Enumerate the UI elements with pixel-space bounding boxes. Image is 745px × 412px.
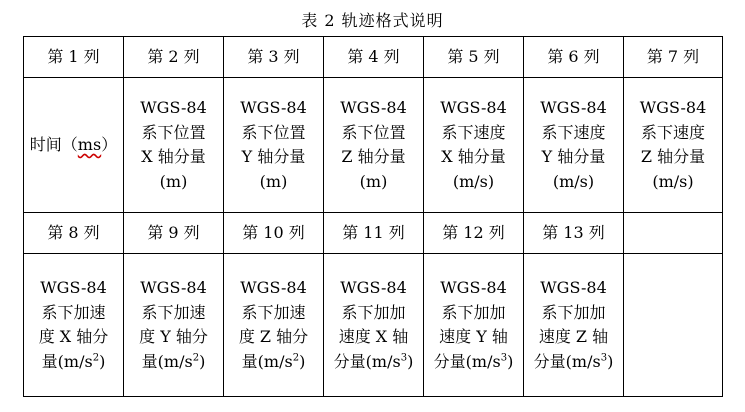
column-header-cell: 第 4 列: [324, 37, 424, 78]
description-line: WGS-84: [240, 278, 307, 297]
column-header-cell: 第 5 列: [424, 37, 524, 78]
column-header-row: [24, 37, 723, 78]
column-description-cell: [224, 78, 324, 213]
column-description-cell: [24, 78, 124, 213]
description-line: 分量$(m/s^3)$: [433, 351, 514, 371]
description-line: 系下速度: [441, 122, 506, 142]
description-line: WGS-84: [540, 278, 607, 297]
description-line: X 轴分量: [141, 147, 206, 166]
column-description-cell: [324, 254, 424, 397]
unit-exponent: 3: [500, 352, 508, 364]
column-header-cell: 第 2 列: [124, 37, 224, 78]
column-description-cell: [424, 78, 524, 213]
column-description-cell: [424, 254, 524, 397]
spellcheck-mark: ms: [77, 134, 102, 154]
description-line: 系下速度: [640, 122, 705, 142]
description-line: 系下加加: [341, 302, 406, 322]
unit-exponent: 3: [600, 352, 608, 364]
description-line: (m): [259, 171, 288, 191]
description-line: WGS-84: [540, 98, 607, 117]
unit-exponent: 3: [400, 352, 408, 364]
column-description-cell: [124, 254, 224, 397]
description-line: WGS-84: [340, 278, 407, 297]
column-description-cell: [524, 254, 624, 397]
description-line: 系下速度: [541, 122, 606, 142]
column-description-cell: [124, 78, 224, 213]
column-header-cell: 第 10 列: [224, 213, 324, 254]
description-line: 系下加速: [41, 302, 106, 322]
description-line: WGS-84: [140, 98, 207, 117]
description-line: 度 Y 轴分: [139, 327, 208, 346]
description-line: WGS-84: [340, 98, 407, 117]
description-line: Y 轴分量: [541, 147, 606, 166]
trajectory-format-table: [23, 36, 723, 397]
description-line: 系下加加: [441, 302, 506, 322]
column-description-cell: [24, 254, 124, 397]
description-line: 速度 Z 轴: [538, 327, 609, 346]
description-line: 速度 Y 轴: [439, 327, 508, 346]
column-header-cell: 第 12 列: [424, 213, 524, 254]
column-description-row: [24, 254, 723, 397]
description-line: (m/s): [452, 171, 495, 191]
description-line: Z 轴分量: [341, 147, 406, 166]
empty-cell: [624, 254, 723, 397]
description-line: 量$(m/s^2)$: [141, 351, 206, 371]
unit-exponent: 2: [292, 352, 300, 364]
description-line: (m/s): [552, 171, 595, 191]
description-line: 量$(m/s^2)$: [41, 351, 106, 371]
description-line: WGS-84: [639, 98, 707, 117]
column-description-cell: [324, 78, 424, 213]
description-line: WGS-84: [240, 98, 307, 117]
description-line: 度 Z 轴分: [238, 327, 309, 346]
unit-exponent: 2: [192, 352, 200, 364]
description-line: 时间（ms）: [29, 134, 118, 154]
column-header-row: [24, 213, 723, 254]
column-header-cell: 第 8 列: [24, 213, 124, 254]
column-description-cell: [224, 254, 324, 397]
description-line: 量$(m/s^2)$: [241, 351, 306, 371]
column-header-cell: 第 9 列: [124, 213, 224, 254]
description-line: 分量$(m/s^3)$: [333, 351, 414, 371]
column-header-cell: 第 13 列: [524, 213, 624, 254]
column-description-cell: [524, 78, 624, 213]
description-line: (m/s): [652, 171, 694, 191]
description-line: Z 轴分量: [640, 147, 706, 166]
description-line: 度 X 轴分: [38, 327, 109, 346]
column-header-cell: 第 6 列: [524, 37, 624, 78]
description-line: (m): [159, 171, 188, 191]
description-line: 系下位置: [341, 122, 406, 142]
description-line: WGS-84: [40, 278, 107, 297]
description-line: X 轴分量: [441, 147, 506, 166]
description-line: 系下位置: [241, 122, 306, 142]
column-description-cell: [624, 78, 723, 213]
column-header-cell: 第 3 列: [224, 37, 324, 78]
description-line: WGS-84: [140, 278, 207, 297]
description-line: 系下加速: [241, 302, 306, 322]
description-line: 分量$(m/s^3)$: [533, 351, 614, 371]
empty-cell: [624, 213, 723, 254]
description-line: 系下加加: [541, 302, 606, 322]
description-line: WGS-84: [440, 278, 507, 297]
column-header-cell: 第 11 列: [324, 213, 424, 254]
description-line: 系下加速: [141, 302, 206, 322]
unit-exponent: 2: [92, 352, 100, 364]
description-line: (m): [359, 171, 388, 191]
description-line: 速度 X 轴: [338, 327, 409, 346]
table-caption: 表 2 轨迹格式说明: [301, 11, 444, 30]
description-line: Y 轴分量: [241, 147, 306, 166]
column-header-cell: 第 1 列: [24, 37, 124, 78]
description-line: 系下位置: [141, 122, 206, 142]
description-line: WGS-84: [440, 98, 507, 117]
column-header-cell: 第 7 列: [624, 37, 723, 78]
column-description-row: [24, 78, 723, 213]
